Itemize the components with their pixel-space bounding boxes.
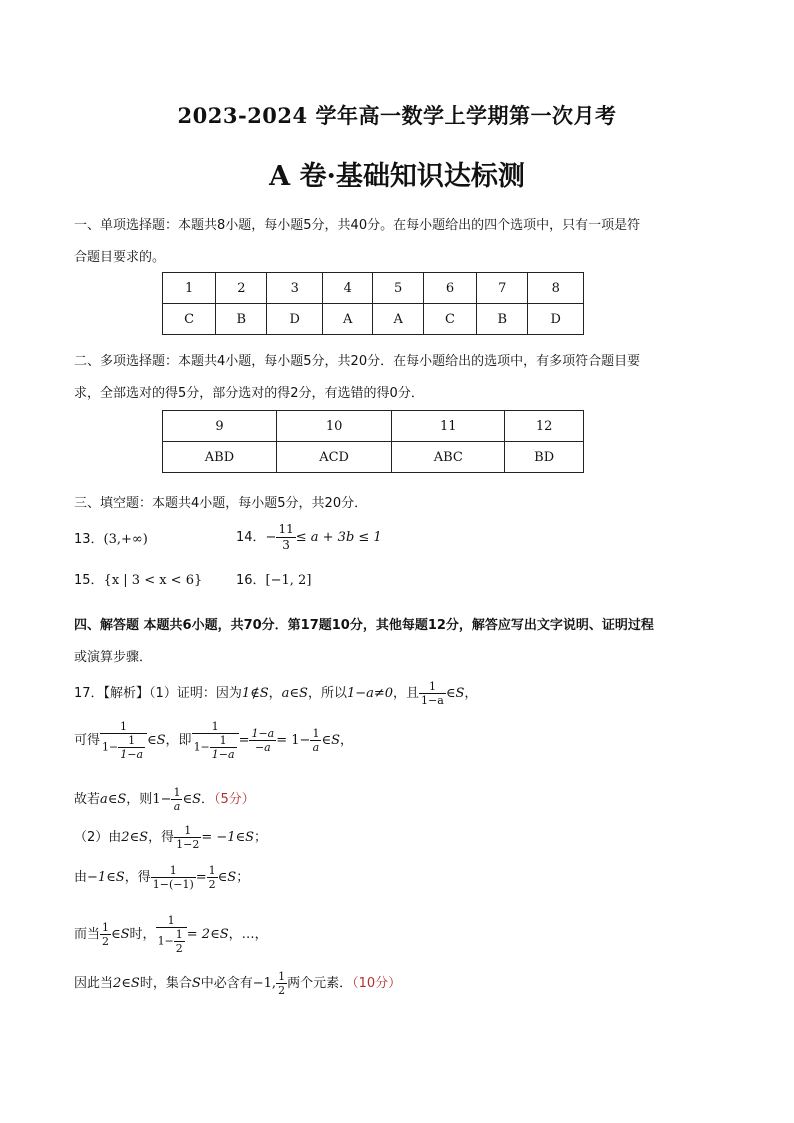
q17-line-2: 可得 1 1− $\frac{1}{1-a}$ ∈S，即 1 1− $\frac{1}{1-a}$ = $\frac{1-a}{-a}$ = 1− $\frac{1}{a}$ ∈S，: [74, 720, 353, 761]
table-cell: 11: [392, 411, 505, 442]
table-cell: A: [373, 304, 423, 335]
exam-title: 2023-2024 学年高一数学上学期第一次月考: [177, 103, 617, 128]
q13-answer-line: [74, 528, 148, 547]
section3-intro: 三、填空题：本题共4小题，每小题5分，共20分．: [74, 496, 368, 511]
table-cell: 1: [163, 273, 216, 304]
table-cell: 5: [373, 273, 423, 304]
table-row: [163, 304, 584, 335]
q16-answer-line: [236, 569, 311, 588]
q16-label: 16．: [236, 573, 266, 588]
table-cell: ABD: [163, 442, 277, 473]
table-row: [163, 442, 584, 473]
table-row: [163, 411, 584, 442]
table-cell: B: [477, 304, 528, 335]
section1-intro: 一、单项选择题：本题共8小题，每小题5分，共40分。在每小题给出的四个选项中，只有一项是符 合题目要求的。: [74, 218, 641, 265]
section2-answer-table: [162, 410, 584, 473]
q13-answer: (3,+∞): [103, 532, 148, 547]
fraction: $\frac{1}{a}$: [312, 727, 320, 754]
q17-line-1: 17．【解析】（1）证明：因为1∉S，a∈S，所以1−a≠0，且 $\frac{1}{1-a}$ ∈S，: [74, 680, 478, 707]
fraction: $\frac{1}{2}$: [208, 864, 216, 891]
table-cell: A: [323, 304, 373, 335]
table-cell: ACD: [276, 442, 391, 473]
q15-answer-line: [74, 569, 202, 588]
q17-line-7: 因此当2∈S时，集合S中必含有−1, $\frac{1}{2}$ 两个元素．（10分）: [74, 970, 402, 997]
q15-answer: {x | 3 < x < 6}: [103, 573, 203, 588]
fraction: $\frac{1}{1-a}$: [421, 680, 444, 707]
fraction: $\frac{1}{1-(-1)}$: [152, 864, 194, 891]
compound-fraction: 1 1− $\frac{1}{1-a}$: [100, 720, 147, 761]
table-cell: 10: [276, 411, 391, 442]
q14-label: 14．: [236, 530, 266, 545]
table-cell: ABC: [392, 442, 505, 473]
q13-label: 13．: [74, 532, 104, 547]
fraction: $\frac{1-a}{-a}$: [251, 727, 275, 754]
table-cell: 4: [323, 273, 373, 304]
q15-label: 15．: [74, 573, 104, 588]
compound-fraction: 1 1− $\frac{1}{1-a}$: [192, 720, 239, 761]
q17-line-6: 而当 $\frac{1}{2}$ ∈S时， 1 1− $\frac{1}{2}$ = 2∈S，…，: [74, 914, 268, 955]
table-cell: C: [423, 304, 476, 335]
table-cell: B: [216, 304, 267, 335]
q17-line-4: （2）由2∈S，得 $\frac{1}{1-2}$ = −1∈S；: [74, 824, 268, 851]
table-row: [163, 273, 584, 304]
fraction: $\frac{1}{2}$: [102, 921, 110, 948]
table-cell: BD: [505, 442, 584, 473]
score-marker: （10分）: [352, 976, 402, 991]
table-cell: 6: [423, 273, 476, 304]
table-cell: 7: [477, 273, 528, 304]
q17-line-5: 由−1∈S，得 $\frac{1}{1-(-1)}$ = $\frac{1}{2}$ ∈S；: [74, 864, 250, 891]
table-cell: C: [163, 304, 216, 335]
score-marker: （5分）: [214, 792, 255, 807]
table-cell: 12: [505, 411, 584, 442]
fraction: $\frac{1}{a}$: [173, 786, 181, 813]
table-cell: D: [267, 304, 323, 335]
fraction: $\frac{1}{2}$: [278, 970, 286, 997]
section1-answer-table: [162, 272, 584, 335]
exam-subtitle: A 卷·基础知识达标测: [269, 161, 525, 192]
table-cell: D: [528, 304, 584, 335]
table-cell: 8: [528, 273, 584, 304]
table-cell: 9: [163, 411, 277, 442]
q16-answer: [−1, 2]: [265, 573, 312, 588]
table-cell: 3: [267, 273, 323, 304]
q14-answer-line: 14．− $\frac{11}{3}$ ≤ a + 3b ≤ 1: [236, 522, 382, 552]
section2-intro: 二、多项选择题：本题共4小题，每小题5分，共20分．在每小题给出的选项中，有多项符合题目要 求，全部选对的得5分，部分选对的得2分，有选错的得0分．: [74, 354, 641, 401]
fraction: $\frac{1}{1-2}$: [176, 824, 200, 851]
section4-intro: 四、解答题 本题共6小题，共70分．第17题10分，其他每题12分，解答应写出文字说明、证明过程 或演算步骤．: [74, 618, 654, 665]
table-cell: 2: [216, 273, 267, 304]
compound-fraction: 1 1− $\frac{1}{2}$: [156, 914, 187, 955]
q17-line-3: 故若a∈S，则1− $\frac{1}{a}$ ∈S．（5分）: [74, 786, 255, 813]
q14-fraction: $\frac{11}{3}$: [278, 522, 294, 552]
